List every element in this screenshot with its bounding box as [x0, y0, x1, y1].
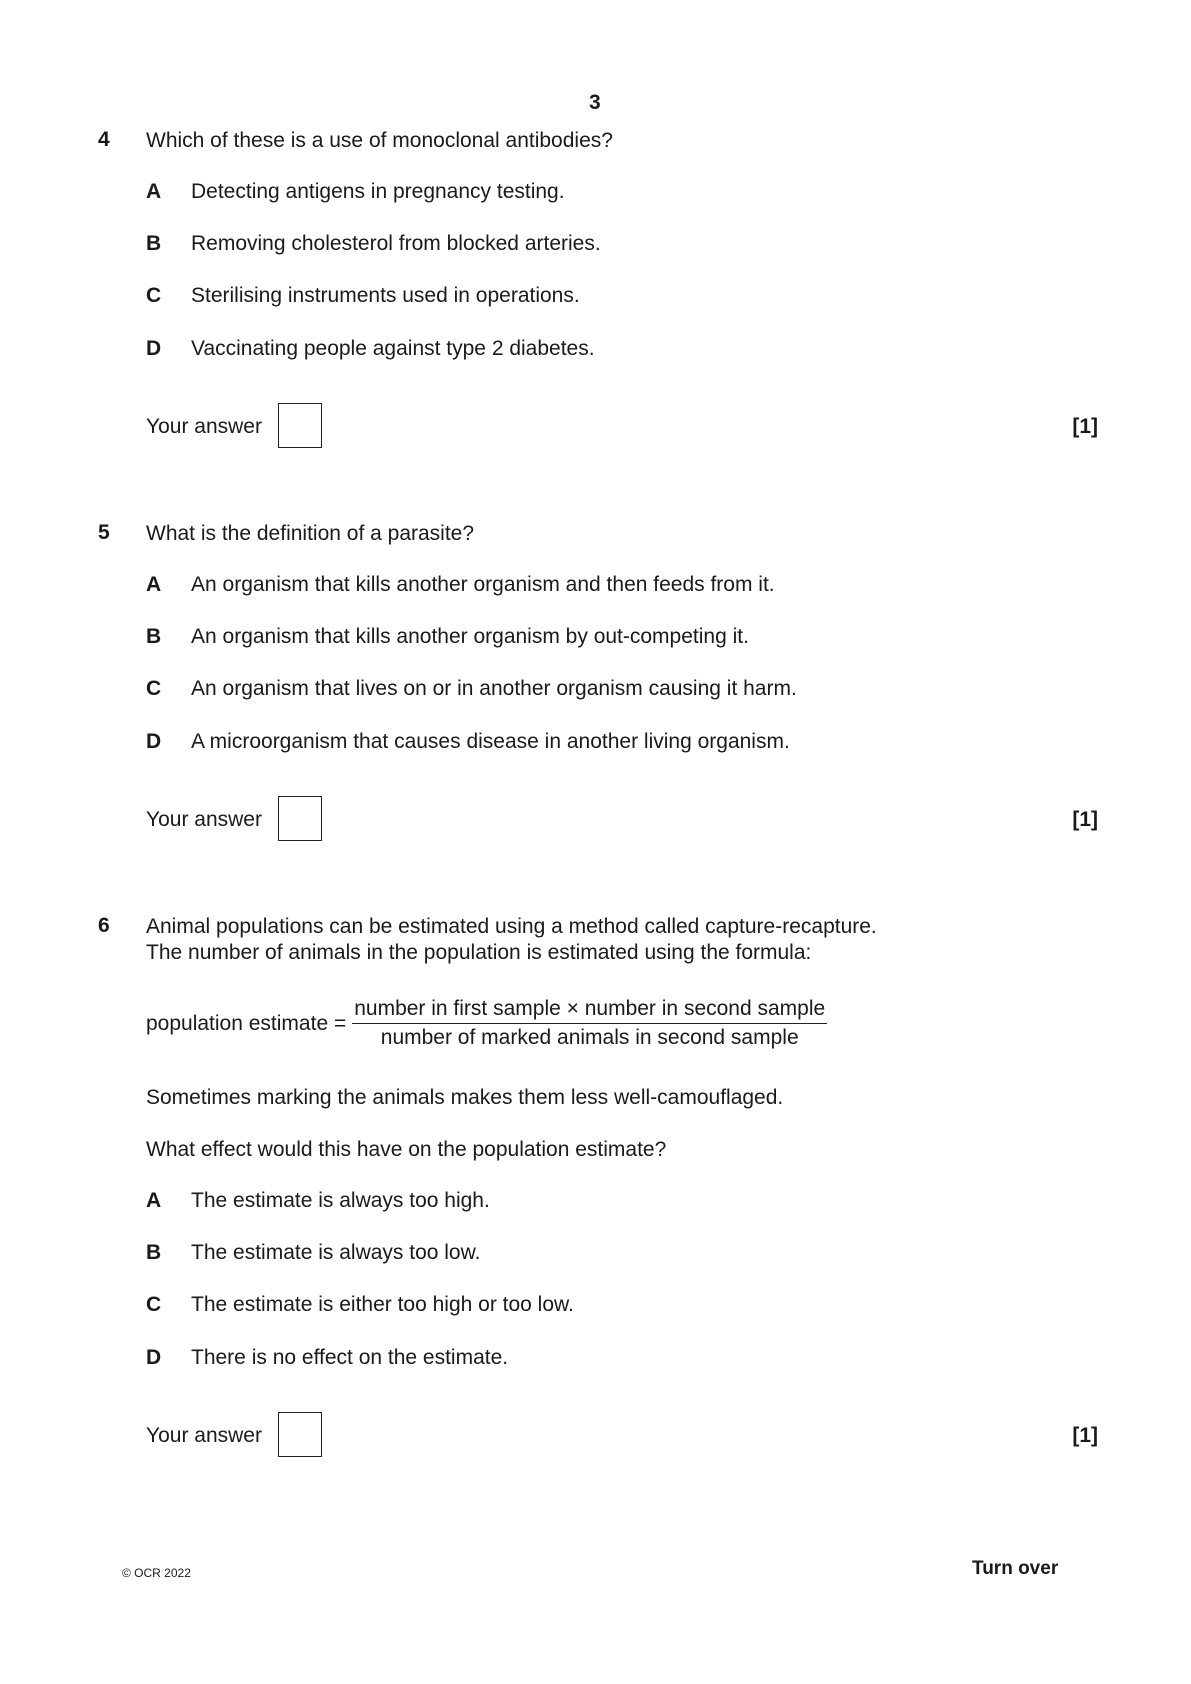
q6-option-b-text: The estimate is always too low. — [191, 1241, 481, 1264]
q5-your-answer-label: Your answer — [146, 808, 262, 831]
formula-fraction — [352, 997, 827, 1050]
question-6-intro-line1: Animal populations can be estimated using a method called capture-recapture. — [146, 915, 877, 938]
q5-option-a-letter: A — [146, 573, 162, 596]
formula-lhs: population estimate = — [146, 1011, 347, 1035]
question-6-number: 6 — [98, 914, 110, 937]
q6-option-d-letter: D — [146, 1346, 162, 1369]
q5-option-a-text: An organism that kills another organism and then feeds from it. — [191, 573, 775, 596]
turn-over-label: Turn over — [972, 1558, 1059, 1579]
q4-your-answer-label: Your answer — [146, 415, 262, 438]
q5-marks: [1] — [1072, 808, 1098, 831]
q4-marks: [1] — [1072, 415, 1098, 438]
q6-option-d-text: There is no effect on the estimate. — [191, 1346, 509, 1369]
q6-option-a-letter: A — [146, 1189, 162, 1212]
q4-option-a-letter: A — [146, 180, 162, 203]
q5-option-d-text: A microorganism that causes disease in another living organism. — [191, 730, 790, 753]
question-5-number: 5 — [98, 521, 110, 544]
q6-option-c-text: The estimate is either too high or too low. — [191, 1293, 574, 1316]
q4-option-d-text: Vaccinating people against type 2 diabetes. — [191, 337, 595, 360]
q5-option-b-letter: B — [146, 625, 162, 648]
q4-option-d-letter: D — [146, 337, 162, 360]
q5-option-c-text: An organism that lives on or in another organism causing it harm. — [191, 677, 797, 700]
q5-option-b-text: An organism that kills another organism by out-competing it. — [191, 625, 749, 648]
question-6-intro-line2: The number of animals in the population is estimated using the formula: — [146, 941, 812, 964]
q6-answer-box[interactable] — [278, 1412, 322, 1457]
population-estimate-formula — [146, 997, 827, 1050]
q5-answer-box[interactable] — [278, 796, 322, 841]
q4-option-c-letter: C — [146, 284, 162, 307]
q6-your-answer-label: Your answer — [146, 1424, 262, 1447]
q5-option-d-letter: D — [146, 730, 162, 753]
q5-option-c-letter: C — [146, 677, 162, 700]
q4-option-a-text: Detecting antigens in pregnancy testing. — [191, 180, 565, 203]
q4-option-b-letter: B — [146, 232, 162, 255]
question-5-stem: What is the definition of a parasite? — [146, 522, 475, 545]
formula-numerator: number in first sample × number in second sample — [352, 997, 827, 1024]
q4-option-c-text: Sterilising instruments used in operations. — [191, 284, 580, 307]
formula-denominator: number of marked animals in second sample — [380, 1026, 799, 1049]
question-6-context: Sometimes marking the animals makes them less well-camouflaged. — [146, 1086, 784, 1109]
question-4-stem: Which of these is a use of monoclonal antibodies? — [146, 129, 613, 152]
question-6-stem: What effect would this have on the population estimate? — [146, 1138, 667, 1161]
q6-option-a-text: The estimate is always too high. — [191, 1189, 490, 1212]
q4-answer-box[interactable] — [278, 403, 322, 448]
copyright-notice: © OCR 2022 — [122, 1566, 191, 1580]
question-4-number: 4 — [98, 128, 110, 151]
q4-option-b-text: Removing cholesterol from blocked arteries. — [191, 232, 601, 255]
q6-option-b-letter: B — [146, 1241, 162, 1264]
q6-marks: [1] — [1072, 1424, 1098, 1447]
page-number: 3 — [589, 91, 601, 114]
q6-option-c-letter: C — [146, 1293, 162, 1316]
